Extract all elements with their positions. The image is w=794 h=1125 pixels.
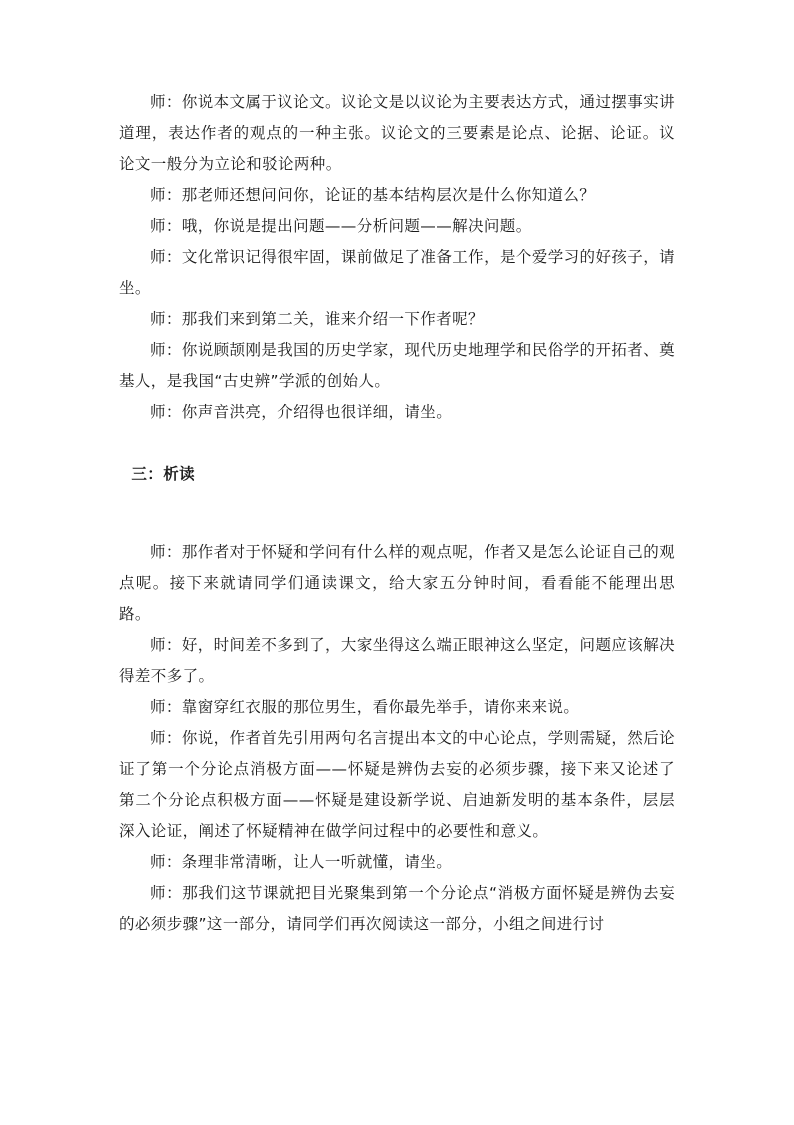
dialogue-paragraph: 师：那作者对于怀疑和学问有什么样的观点呢，作者又是怎么论证自己的观点呢。接下来就请同学们通读课文，给大家五分钟时间，看看能不能理出思路。 [119, 543, 675, 623]
dialogue-paragraph: 师：条理非常清晰，让人一听就懂，请坐。 [150, 853, 453, 871]
spacer [119, 490, 675, 537]
section-heading: 三：析读 [131, 465, 195, 483]
dialogue-paragraph: 师：你说顾颉刚是我国的历史学家，现代历史地理学和民俗学的开拓者、奠基人，是我国“古史辨”学派的创始人。 [119, 341, 675, 390]
dialogue-paragraph: 师：文化常识记得很牢固，课前做足了准备工作，是个爱学习的好孩子，请坐。 [119, 248, 675, 297]
dialogue-paragraph: 师：你说本文属于议论文。议论文是以议论为主要表达方式，通过摆事实讲道理，表达作者的观点的一种主张。议论文的三要素是论点、论据、论证。议论文一般分为立论和驳论两种。 [119, 93, 675, 173]
dialogue-paragraph: 师：靠窗穿红衣服的那位男生，看你最先举手，请你来来说。 [150, 698, 580, 716]
dialogue-paragraph: 师：你声音洪亮，介绍得也很详细，请坐。 [150, 403, 453, 421]
dialogue-paragraph: 师：好，时间差不多到了，大家坐得这么端正眼神这么坚定，问题应该解决得差不多了。 [119, 636, 675, 685]
spacer [119, 428, 675, 459]
document-body [119, 87, 675, 940]
dialogue-paragraph: 师：那我们这节课就把目光聚集到第一个分论点“消极方面怀疑是辨伪去妄的必须步骤”这一部分，请同学们再次阅读这一部分，小组之间进行讨 [119, 884, 675, 933]
dialogue-paragraph: 师：那老师还想问问你，论证的基本结构层次是什么你知道么？ [150, 186, 596, 204]
dialogue-paragraph: 师：那我们来到第二关，谁来介绍一下作者呢？ [150, 310, 484, 328]
dialogue-paragraph: 师：哦，你说是提出问题——分析问题——解决问题。 [150, 217, 532, 235]
dialogue-paragraph: 师：你说，作者首先引用两句名言提出本文的中心论点，学则需疑，然后论证了第一个分论点消极方面——怀疑是辨伪去妄的必须步骤，接下来又论述了第二个分论点积极方面——怀疑是建设新学说、启迪新发明的基本条件，层层深入论证，阐述了怀疑精神在做学问过程中的必要性和意义。 [119, 729, 675, 840]
